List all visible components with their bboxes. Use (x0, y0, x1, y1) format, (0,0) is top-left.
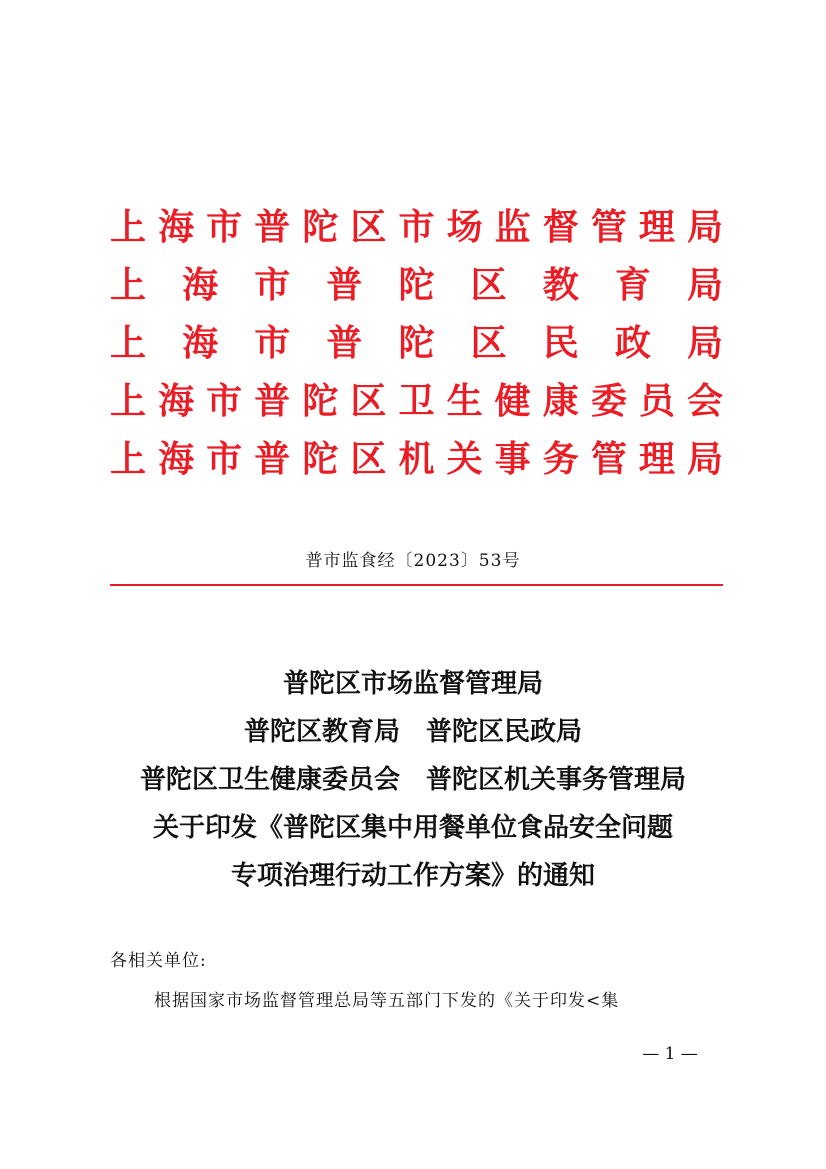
issuing-agencies-header (110, 198, 723, 488)
agency-name: 上海市普陀区市场监督管理局 (110, 206, 723, 248)
notice-title (90, 660, 736, 900)
title-line: 普陀区卫生健康委员会 普陀区机关事务管理局 (139, 765, 686, 795)
agency-name: 上海市普陀区机关事务管理局 (110, 438, 723, 480)
title-line: 专项治理行动工作方案》的通知 (230, 861, 595, 891)
title-line: 普陀区市场监督管理局 (282, 669, 543, 699)
red-separator-line (110, 584, 723, 586)
agency-name: 上海市普陀区民政局 (110, 322, 723, 364)
agency-name: 上海市普陀区卫生健康委员会 (110, 380, 723, 422)
body-paragraph: 根据国家市场监督管理总局等五部门下发的《关于印发<集 (154, 991, 620, 1011)
title-line: 普陀区教育局 普陀区民政局 (243, 717, 582, 747)
page-number: — 1 — (642, 1044, 698, 1064)
agency-name: 上海市普陀区教育局 (110, 264, 723, 306)
salutation: 各相关单位: (110, 951, 207, 971)
document-number: 普市监食经〔2023〕53号 (305, 551, 521, 571)
title-line: 关于印发《普陀区集中用餐单位食品安全问题 (152, 813, 673, 843)
